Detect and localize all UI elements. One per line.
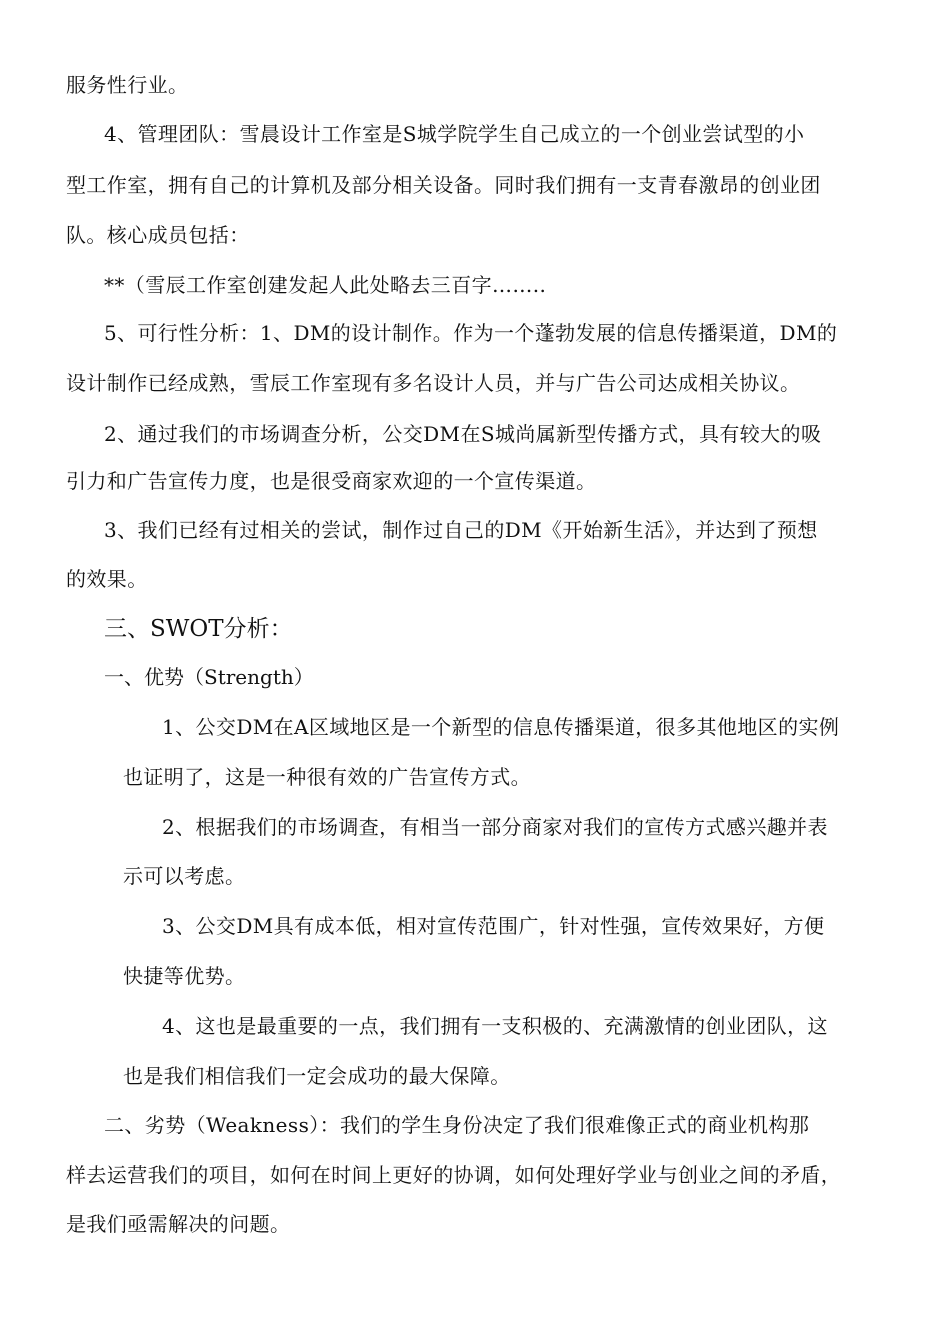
- strength-line: 1、公交DM在A区域地区是一个新型的信息传播渠道，很多其他地区的实例: [162, 715, 840, 739]
- paragraph-line: 设计制作已经成熟，雪辰工作室现有多名设计人员，并与广告公司达成相关协议。: [66, 371, 801, 395]
- paragraph-line: 的效果。: [66, 567, 148, 591]
- paragraph-line: 5、可行性分析：1、DM的设计制作。作为一个蓬勃发展的信息传播渠道，DM的: [104, 321, 838, 345]
- strength-line: 2、根据我们的市场调查，有相当一部分商家对我们的宣传方式感兴趣并表: [162, 815, 828, 839]
- strength-line: 4、这也是最重要的一点，我们拥有一支积极的、充满激情的创业团队，这: [162, 1014, 828, 1038]
- paragraph-line: 2、通过我们的市场调查分析，公交DM在S城尚属新型传播方式，具有较大的吸: [104, 422, 822, 446]
- strength-line: 也是我们相信我们一定会成功的最大保障。: [123, 1064, 511, 1088]
- paragraph-line: 队。核心成员包括：: [66, 223, 250, 247]
- strength-line: 3、公交DM具有成本低，相对宣传范围广，针对性强，宣传效果好，方便: [162, 914, 825, 938]
- paragraph-line: 4、管理团队：雪晨设计工作室是S城学院学生自己成立的一个创业尝试型的小: [104, 122, 805, 146]
- strength-line: 快捷等优势。: [123, 964, 246, 988]
- weakness-line: 是我们亟需解决的问题。: [66, 1212, 291, 1236]
- strength-line: 也证明了，这是一种很有效的广告宣传方式。: [123, 765, 531, 789]
- strength-line: 示可以考虑。: [123, 864, 246, 888]
- weakness-line: 样去运营我们的项目，如何在时间上更好的协调，如何处理好学业与创业之间的矛盾，: [66, 1163, 842, 1187]
- paragraph-line: **（雪辰工作室创建发起人此处略去三百字……..: [104, 273, 547, 297]
- section-title: 三、SWOT分析：: [104, 616, 293, 642]
- strength-title: 一、优势（Strength）: [104, 665, 314, 689]
- paragraph-line: 服务性行业。: [66, 73, 189, 97]
- paragraph-line: 3、我们已经有过相关的尝试，制作过自己的DM《开始新生活》，并达到了预想: [104, 518, 818, 542]
- paragraph-line: 型工作室，拥有自己的计算机及部分相关设备。同时我们拥有一支青春激昂的创业团: [66, 173, 821, 197]
- weakness-line: 二、劣势（Weakness）：我们的学生身份决定了我们很难像正式的商业机构那: [104, 1113, 810, 1137]
- paragraph-line: 引力和广告宣传力度，也是很受商家欢迎的一个宣传渠道。: [66, 469, 597, 493]
